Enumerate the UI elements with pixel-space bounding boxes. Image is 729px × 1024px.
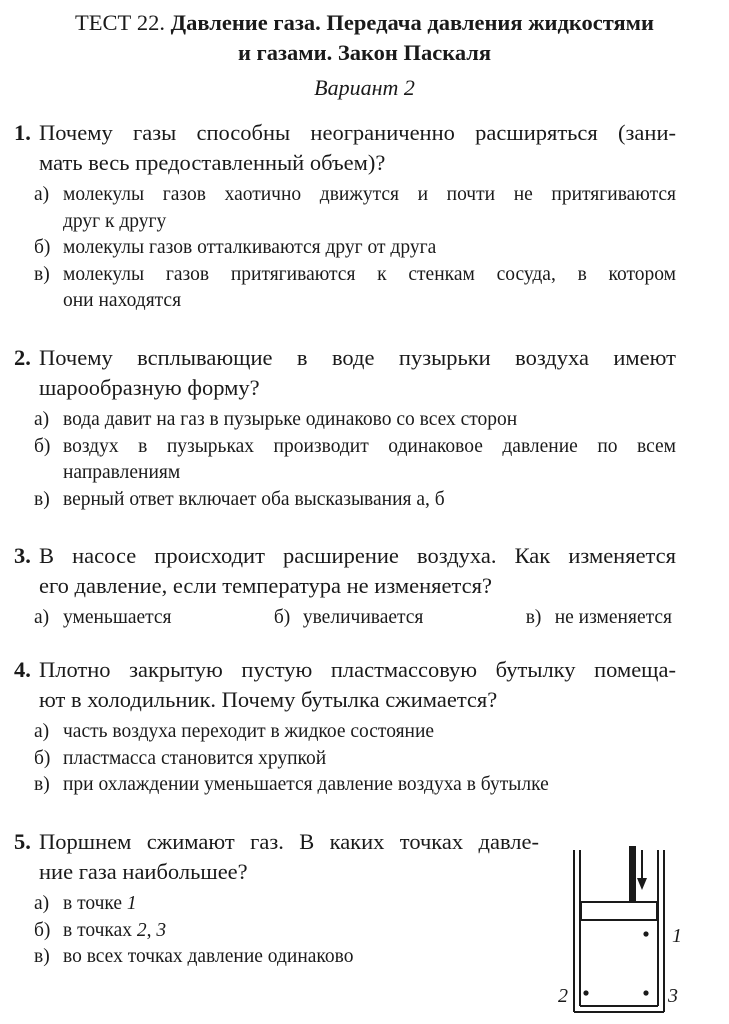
option-a — [34, 719, 676, 746]
separator: , — [146, 919, 157, 941]
question-number: 1. — [14, 120, 31, 145]
option-text: в точке — [63, 893, 127, 914]
option-letter: б) — [34, 237, 51, 258]
option-a — [34, 891, 539, 918]
answer-options — [14, 605, 676, 632]
test-label: ТЕСТ 22. — [75, 10, 166, 35]
piston-rod — [629, 846, 636, 902]
option-a — [34, 407, 676, 434]
question-line: шарообразную форму? — [39, 375, 260, 400]
test-title-part-1: Давление газа. Передача давления жидкостями — [170, 10, 654, 35]
question-text — [14, 827, 539, 887]
question-line: ют в холодильник. Почему бутылка сжимается? — [39, 687, 498, 712]
question-4 — [14, 655, 676, 799]
point-reference: 3 — [156, 919, 167, 941]
point-2-marker — [583, 990, 588, 995]
option-line: верный ответ включает оба высказывания а, б — [63, 488, 445, 510]
option-letter: в) — [34, 488, 50, 510]
option-b — [34, 434, 676, 487]
option-letter: в) — [34, 774, 50, 795]
option-line: молекулы газов отталкиваются друг от друга — [63, 237, 437, 258]
question-line: Плотно закрытую пустую пластмассовую бутылку помеща- — [39, 657, 676, 682]
question-line: Почему газы способны неограниченно расширяться (зани- — [39, 120, 676, 145]
option-text: в точках — [63, 919, 137, 941]
question-number: 4. — [14, 657, 31, 682]
question-line: Поршнем сжимают газ. В каких точках давле- — [39, 829, 539, 854]
question-5 — [14, 827, 539, 971]
answer-options — [14, 407, 676, 513]
option-a — [34, 605, 172, 632]
question-2 — [14, 343, 676, 513]
option-text: не изменяется — [554, 607, 672, 628]
test-header — [0, 8, 729, 102]
option-text: увеличивается — [302, 607, 424, 628]
question-line: его давление, если температура не изменяется? — [39, 573, 492, 598]
option-letter: б) — [34, 919, 51, 941]
option-letter: в) — [34, 263, 50, 285]
option-line: часть воздуха переходит в жидкое состояние — [63, 721, 435, 742]
answer-options — [14, 891, 539, 971]
piston-cylinder-diagram — [556, 836, 726, 1016]
option-v — [526, 605, 672, 632]
option-line: во всех точках давление одинаково — [63, 946, 354, 967]
point-reference: 2 — [136, 919, 147, 941]
point-3-marker — [643, 990, 648, 995]
option-letter: а) — [34, 184, 50, 205]
point-reference: 1 — [126, 893, 137, 914]
option-line: друг к другу — [63, 210, 167, 232]
question-line: Почему всплывающие в воде пузырьки воздуха имеют — [39, 345, 676, 370]
option-b — [34, 746, 676, 773]
option-letter: а) — [34, 607, 50, 628]
question-text — [14, 343, 676, 403]
option-text: уменьшается — [63, 607, 172, 628]
option-a — [34, 182, 676, 235]
title-line-1 — [0, 8, 729, 38]
option-letter: б) — [273, 607, 291, 628]
option-line: молекулы газов хаотично движутся и почти не притягиваются — [63, 184, 676, 205]
option-line: при охлаждении уменьшается давление воздуха в бутылке — [63, 774, 549, 795]
point-3-label: 3 — [668, 985, 678, 1007]
title-line-2 — [0, 38, 729, 68]
question-number: 3. — [14, 543, 31, 568]
question-text — [14, 541, 676, 601]
option-v — [34, 772, 676, 799]
point-1-label: 1 — [672, 925, 682, 947]
question-text — [14, 655, 676, 715]
variant-label: Вариант 2 — [314, 75, 415, 100]
option-v — [34, 487, 676, 514]
option-b — [34, 235, 676, 262]
question-line: В насосе происходит расширение воздуха. Как изменяется — [39, 543, 676, 568]
option-letter: а) — [34, 409, 50, 430]
option-letter: а) — [34, 893, 50, 914]
option-line: они находятся — [63, 290, 182, 311]
option-v — [34, 262, 676, 315]
option-letter: в) — [525, 607, 542, 628]
point-1-marker — [643, 931, 648, 936]
option-line: пластмасса становится хрупкой — [63, 747, 327, 769]
answer-options — [14, 719, 676, 799]
option-v — [34, 944, 539, 971]
point-2-label: 2 — [558, 985, 568, 1007]
option-line: воздух в пузырьках производит одинаковое давление по всем — [63, 435, 676, 457]
option-line: молекулы газов притягиваются к стенкам сосуда, в котором — [63, 263, 676, 285]
question-3 — [14, 541, 676, 632]
question-number: 2. — [14, 345, 31, 370]
answer-options — [14, 182, 676, 315]
option-letter: б) — [34, 747, 51, 769]
question-text — [14, 118, 676, 178]
force-arrow-head — [637, 878, 647, 890]
option-line: направлениям — [63, 462, 181, 483]
question-1 — [14, 118, 676, 315]
option-b — [274, 605, 424, 632]
options-row — [34, 605, 676, 632]
option-letter: а) — [34, 721, 50, 742]
option-letter: б) — [34, 435, 51, 457]
test-title-part-2: и газами. Закон Паскаля — [237, 40, 492, 65]
piston — [581, 902, 657, 920]
option-b — [34, 918, 539, 945]
option-line: вода давит на газ в пузырьке одинаково со всех сторон — [63, 409, 518, 430]
option-letter: в) — [34, 946, 50, 967]
question-number: 5. — [14, 829, 31, 854]
question-line: ние газа наибольшее? — [39, 859, 248, 884]
question-line: мать весь предоставленный объем)? — [39, 150, 386, 175]
